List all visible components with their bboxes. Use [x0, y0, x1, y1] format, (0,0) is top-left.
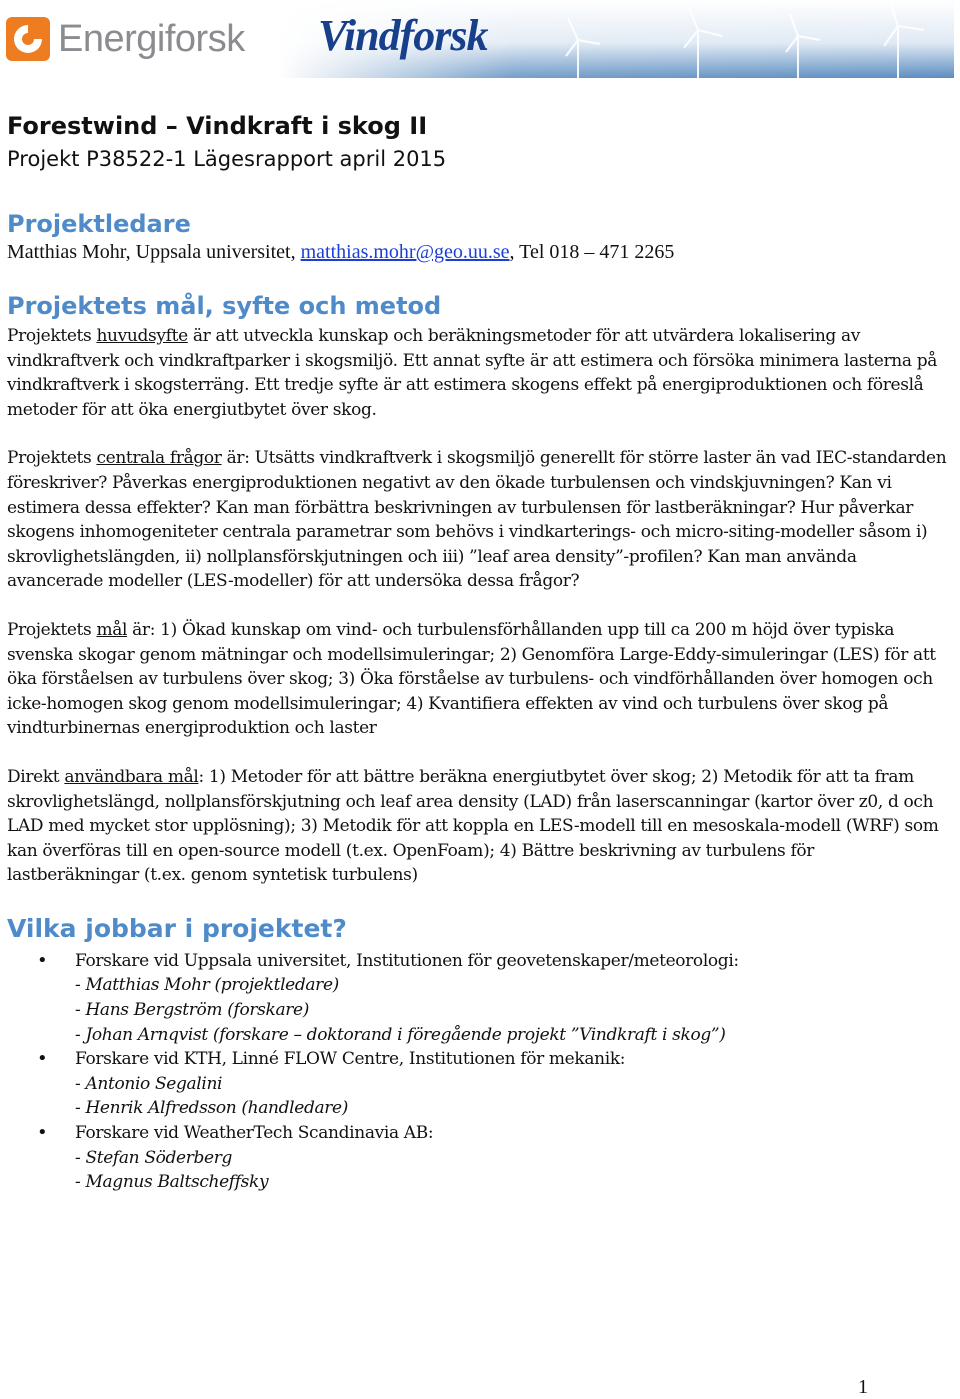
page-header [0, 0, 960, 80]
leader-phone: , Tel 018 – 471 2265 [509, 241, 675, 263]
group-organization: Forskare vid WeatherTech Scandinavia AB: [75, 1123, 434, 1144]
energiforsk-mark-icon [6, 17, 50, 61]
list-item [7, 1121, 947, 1195]
group-organization: Forskare vid KTH, Linné FLOW Centre, Institutionen för mekanik: [75, 1049, 626, 1070]
p2-text: är: Utsätts vindkraftverk i skogsmiljö generellt för större laster än vad IEC-standarden föreskriver? Påverkas energiproduktionen negativt av den ökade turbulensen och vindskjuvningen? Kan vi estimera dessa effekter? Kan man förbättra beskrivningen av turbulensen för lastberäkningar? Hur påverkar skogens inhomogeniteter centrala parametrar som behövs i vindkarterings- och micro-siting-modeller såsom i) skrovlighetslängden, ii) nollplansförskjutningen och iii) ”leaf area density”-profilen? Kan man använda avancerade modeller (LES-modeller) för att undersöka dessa frågor? [7, 448, 947, 592]
page-number: 1 [858, 1376, 868, 1398]
p4-text: : 1) Metoder för att bättre beräkna energiutbytet över skog; 2) Metodik för att ta fram skrovlighetslängd, nollplansförskjutning och leaf area density (LAD) från laserscanningar (kartor över z0, d och LAD med mycket stor upplösning); 3) Metodik för att koppla en LES-modell till en mesoskala-modell (WRF) som kan överföras till en open-source modell (t.ex. OpenFoam); 4) Bättre beskrivning av turbulens för lastberäkningar (t.ex. genom syntetisk turbulens) [7, 766, 939, 886]
p3-lead: Projektets [7, 619, 97, 640]
paragraph-huvudsyfte [7, 324, 947, 422]
paragraph-centrala-fragor [7, 446, 947, 594]
p4-lead: Direkt [7, 766, 65, 787]
list-item [7, 949, 947, 1047]
document-body [7, 110, 947, 1195]
p1-text: är att utveckla kunskap och beräkningsmetoder för att utvärdera lokalisering av vindkraftverk och vindkraftparker i skogsmiljö. Ett annat syfte är att estimera och försöka minimera lasterna på vindkraftverk i skogsterräng. Ett tredje syfte är att estimera skogens effekt på energiproduktionen och föreslå metoder för att öka energiutbytet över skog. [7, 326, 938, 420]
heading-vilka-jobbar: Vilka jobbar i projektet? [7, 913, 347, 943]
vindforsk-logo-text: Vindforsk [318, 11, 488, 60]
p2-lead: Projektets [7, 448, 97, 469]
list-item [7, 1047, 947, 1121]
leader-email-link[interactable]: matthias.mohr@geo.uu.se [300, 241, 510, 263]
person-name: - Magnus Baltscheffsky [75, 1172, 269, 1193]
person-name: - Hans Bergström (forskare) [75, 1000, 310, 1021]
document-subtitle: Projekt P38522-1 Lägesrapport april 2015 [7, 147, 447, 171]
person-name: - Matthias Mohr (projektledare) [75, 975, 339, 996]
heading-mal-syfte-metod: Projektets mål, syfte och metod [7, 292, 442, 320]
person-name: - Stefan Söderberg [75, 1147, 233, 1168]
paragraph-anvandbara-mal [7, 765, 947, 888]
energiforsk-logo-text: Energiforsk [58, 17, 245, 60]
p4-underlined: användbara mål [64, 766, 199, 787]
vindforsk-banner [278, 0, 954, 78]
document-title: Forestwind – Vindkraft i skog II [7, 112, 428, 140]
p1-underlined: huvudsyfte [96, 326, 188, 346]
p1-lead: Projektets [7, 326, 97, 346]
group-organization: Forskare vid Uppsala universitet, Institutionen för geovetenskaper/meteorologi: [75, 950, 739, 971]
person-name: - Henrik Alfredsson (handledare) [75, 1098, 349, 1119]
p3-underlined: mål [96, 619, 128, 640]
people-list [7, 949, 947, 1195]
p3-text: är: 1) Ökad kunskap om vind- och turbulensförhållanden upp till ca 200 m höjd över typiska svenska skogar genom mätningar och modellsimuleringar; 2) Genomföra Large-Eddy-simuleringar (LES) för att öka förståelsen av turbulens över skog; 3) Öka förståelse av turbulens- och vindförhållanden över homogen och icke-homogen skog genom modellsimuleringar; 4) Kvantifiera effekten av vind och turbulens över skog på vindturbinernas energiproduktion och laster [7, 619, 936, 739]
person-name: - Johan Arnqvist (forskare – doktorand i föregående projekt ”Vindkraft i skog”) [75, 1024, 726, 1045]
leader-text: Matthias Mohr, Uppsala universitet, [7, 241, 301, 263]
p2-underlined: centrala frågor [96, 448, 222, 469]
energiforsk-logo [6, 14, 245, 64]
project-leader-line [7, 238, 947, 266]
paragraph-mal [7, 618, 947, 741]
person-name: - Antonio Segalini [75, 1073, 223, 1094]
heading-projektledare: Projektledare [7, 210, 191, 238]
